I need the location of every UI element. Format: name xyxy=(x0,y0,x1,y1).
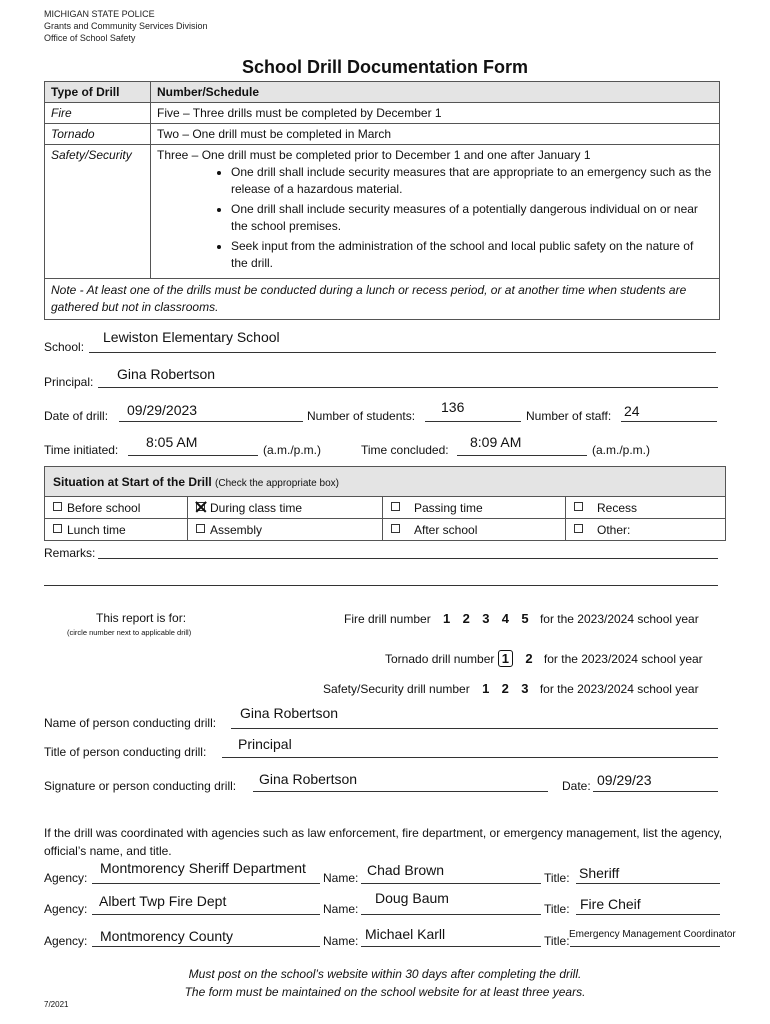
table-row xyxy=(45,103,720,124)
ampm-label-1: (a.m./p.m.) xyxy=(263,443,322,457)
footer-line-1: Must post on the school’s website within 30 days after completing the drill. xyxy=(188,967,582,981)
principal-label: Principal: xyxy=(44,375,94,389)
agency-line-3 xyxy=(92,946,320,947)
option-lunch-time[interactable] xyxy=(45,519,188,541)
agency-header-line-3: Office of School Safety xyxy=(44,33,136,43)
agency-label-2: Agency: xyxy=(44,902,88,916)
safety-drill-row xyxy=(323,681,699,696)
checkbox-icon[interactable] xyxy=(391,524,400,533)
staff-field[interactable]: 24 xyxy=(624,403,640,419)
school-line xyxy=(89,352,716,353)
safety-schedule-text: Three – One drill must be completed prior to December 1 and one after January 1 xyxy=(157,148,591,162)
safety-year-text: for the 2023/2024 school year xyxy=(539,682,699,696)
time-initiated-field[interactable]: 8:05 AM xyxy=(146,434,198,450)
students-label: Number of students: xyxy=(307,409,416,423)
fire-number-2[interactable]: 2 xyxy=(462,611,470,626)
principal-line xyxy=(98,387,718,388)
table-row xyxy=(45,145,720,279)
tornado-number-2[interactable]: 2 xyxy=(525,651,533,666)
agencies-intro: If the drill was coordinated with agencies such as law enforcement, fire department, or emergency management, list the agency, official’s name, and title. xyxy=(44,826,723,858)
tornado-drill-label: Tornado drill number xyxy=(385,652,495,666)
drill-type-cell: Safety/Security xyxy=(45,145,151,279)
table-row xyxy=(45,124,720,145)
staff-line xyxy=(621,421,717,422)
tornado-year-text: for the 2023/2024 school year xyxy=(543,652,703,666)
tornado-drill-row xyxy=(385,650,703,667)
fire-number-1[interactable]: 1 xyxy=(443,611,451,626)
agency-name-line-3 xyxy=(361,946,541,947)
option-label: Passing time xyxy=(414,500,483,515)
time-initiated-label: Time initiated: xyxy=(44,443,119,457)
conductor-title-line xyxy=(222,757,718,758)
option-during-class[interactable] xyxy=(188,497,383,519)
agency-name-line-2 xyxy=(361,914,541,915)
option-label: Before school xyxy=(67,500,141,515)
agency-title-line-1 xyxy=(576,883,720,884)
signature-label: Signature or person conducting drill: xyxy=(44,779,237,793)
agency-name-field-1[interactable]: Chad Brown xyxy=(367,862,445,878)
agency-title-field-2[interactable]: Fire Cheif xyxy=(580,896,641,912)
principal-field[interactable]: Gina Robertson xyxy=(117,366,216,382)
safety-number-3[interactable]: 3 xyxy=(521,681,529,696)
agency-line-1 xyxy=(92,883,320,884)
list-item: • Seek input from the administration of the school and local public safety on the nature of the drill. xyxy=(231,238,713,272)
option-other[interactable] xyxy=(566,519,726,541)
situation-hint: (Check the appropriate box) xyxy=(215,477,339,489)
checkbox-icon[interactable] xyxy=(574,502,583,511)
signature-date-field[interactable]: 09/29/23 xyxy=(597,772,652,788)
agency-title-label-2: Title: xyxy=(544,902,570,916)
safety-drill-label: Safety/Security drill number xyxy=(323,682,470,696)
fire-drill-label: Fire drill number xyxy=(344,612,431,626)
agency-header-line-2: Grants and Community Services Division xyxy=(44,21,208,31)
checked-box-icon[interactable] xyxy=(196,502,205,511)
option-label: After school xyxy=(414,522,478,537)
agency-name-label-2: Name: xyxy=(323,902,359,916)
school-field[interactable]: Lewiston Elementary School xyxy=(103,329,280,345)
option-after-school[interactable] xyxy=(383,519,566,541)
option-assembly[interactable] xyxy=(188,519,383,541)
conductor-name-field[interactable]: Gina Robertson xyxy=(240,705,339,721)
drill-schedule-cell: Two – One drill must be completed in March xyxy=(151,124,720,145)
report-label: This report is for: xyxy=(96,611,187,625)
agency-title-line-3 xyxy=(570,946,720,947)
column-header-number: Number/Schedule xyxy=(151,82,720,103)
time-concluded-field[interactable]: 8:09 AM xyxy=(470,434,522,450)
time-concluded-label: Time concluded: xyxy=(361,443,449,457)
agency-line-2 xyxy=(92,914,320,915)
date-label: Date of drill: xyxy=(44,409,109,423)
agency-field-2[interactable]: Albert Twp Fire Dept xyxy=(99,893,227,909)
checkbox-icon[interactable] xyxy=(196,524,205,533)
checkbox-icon[interactable] xyxy=(53,502,62,511)
ampm-label-2: (a.m./p.m.) xyxy=(592,443,651,457)
situation-heading-text: Situation at Start of the Drill xyxy=(53,474,212,489)
tornado-number-1-circled[interactable]: 1 xyxy=(498,650,513,667)
signature-date-line xyxy=(593,791,718,792)
safety-requirements-list xyxy=(157,164,713,272)
drill-schedule-cell xyxy=(151,145,720,279)
time-initiated-line xyxy=(128,455,258,456)
students-field[interactable]: 136 xyxy=(441,399,465,415)
safety-number-2[interactable]: 2 xyxy=(501,681,509,696)
footer-line-2: The form must be maintained on the school website for at least three years. xyxy=(184,985,586,999)
option-label: Assembly xyxy=(210,522,263,537)
drill-type-cell: Tornado xyxy=(45,124,151,145)
drill-type-cell: Fire xyxy=(45,103,151,124)
agency-name-label-1: Name: xyxy=(323,871,359,885)
agency-title-label-1: Title: xyxy=(544,871,570,885)
option-passing-time[interactable] xyxy=(383,497,566,519)
agency-header-line-1: MICHIGAN STATE POLICE xyxy=(44,9,155,19)
drill-note: Note - At least one of the drills must be conducted during a lunch or recess period, or at another time when students are gathered but not in classrooms. xyxy=(45,279,720,320)
situation-heading xyxy=(45,467,726,497)
form-version: 7/2021 xyxy=(44,1000,69,1009)
safety-number-1[interactable]: 1 xyxy=(482,681,490,696)
conductor-title-field[interactable]: Principal xyxy=(238,736,292,752)
option-before-school[interactable] xyxy=(45,497,188,519)
signature-field[interactable]: Gina Robertson xyxy=(259,771,358,787)
time-concluded-line xyxy=(457,455,587,456)
list-item: • One drill shall include security measures that are appropriate to an emergency such as the release of a hazardous material. xyxy=(231,164,713,198)
agency-label-1: Agency: xyxy=(44,871,88,885)
conductor-name-label: Name of person conducting drill: xyxy=(44,716,217,730)
remarks-label: Remarks: xyxy=(44,546,96,560)
conductor-title-label: Title of person conducting drill: xyxy=(44,745,207,759)
option-recess[interactable] xyxy=(566,497,726,519)
agency-title-field-1[interactable]: Sheriff xyxy=(579,865,620,881)
form-title: School Drill Documentation Form xyxy=(241,57,528,77)
students-line xyxy=(425,421,521,422)
staff-label: Number of staff: xyxy=(526,409,612,423)
agency-field-3[interactable]: Montmorency County xyxy=(100,928,234,944)
list-item: • One drill shall include security measures of a potentially dangerous individual on or near the school premises. xyxy=(231,201,713,235)
option-label: During class time xyxy=(210,500,303,515)
table-row xyxy=(45,279,720,320)
fire-drill-row xyxy=(344,611,699,626)
signature-date-label: Date: xyxy=(562,779,591,793)
school-label: School: xyxy=(44,340,85,354)
option-label: Recess xyxy=(597,500,638,515)
option-label: Lunch time xyxy=(67,522,126,537)
column-header-type: Type of Drill xyxy=(45,82,151,103)
agency-title-line-2 xyxy=(576,914,720,915)
checkbox-icon[interactable] xyxy=(53,524,62,533)
agency-field-1[interactable]: Montmorency Sheriff Department xyxy=(100,860,306,876)
agency-name-line-1 xyxy=(361,883,541,884)
date-line xyxy=(119,421,303,422)
report-hint: (circle number next to applicable drill) xyxy=(67,628,192,637)
agency-name-label-3: Name: xyxy=(323,934,359,948)
option-label: Other: xyxy=(597,522,631,537)
drill-requirements-table xyxy=(44,81,720,320)
fire-number-4[interactable]: 4 xyxy=(501,611,510,626)
fire-number-5[interactable]: 5 xyxy=(521,611,529,626)
fire-year-text: for the 2023/2024 school year xyxy=(539,612,699,626)
agency-name-field-2[interactable]: Doug Baum xyxy=(375,890,449,906)
signature-line xyxy=(253,791,548,792)
agency-title-label-3: Title: xyxy=(544,934,570,948)
remarks-line-1[interactable] xyxy=(98,558,718,559)
checkbox-icon[interactable] xyxy=(391,502,400,511)
fire-number-3[interactable]: 3 xyxy=(482,611,490,626)
remarks-line-2[interactable] xyxy=(44,585,718,586)
conductor-name-line xyxy=(231,728,718,729)
drill-schedule-cell: Five – Three drills must be completed by December 1 xyxy=(151,103,720,124)
agency-name-field-3[interactable]: Michael Karll xyxy=(365,926,446,942)
agency-title-field-3[interactable]: Emergency Management Coordinator xyxy=(569,929,736,940)
date-field[interactable]: 09/29/2023 xyxy=(127,402,198,418)
agency-label-3: Agency: xyxy=(44,934,88,948)
situation-table xyxy=(44,466,726,541)
checkbox-icon[interactable] xyxy=(574,524,583,533)
